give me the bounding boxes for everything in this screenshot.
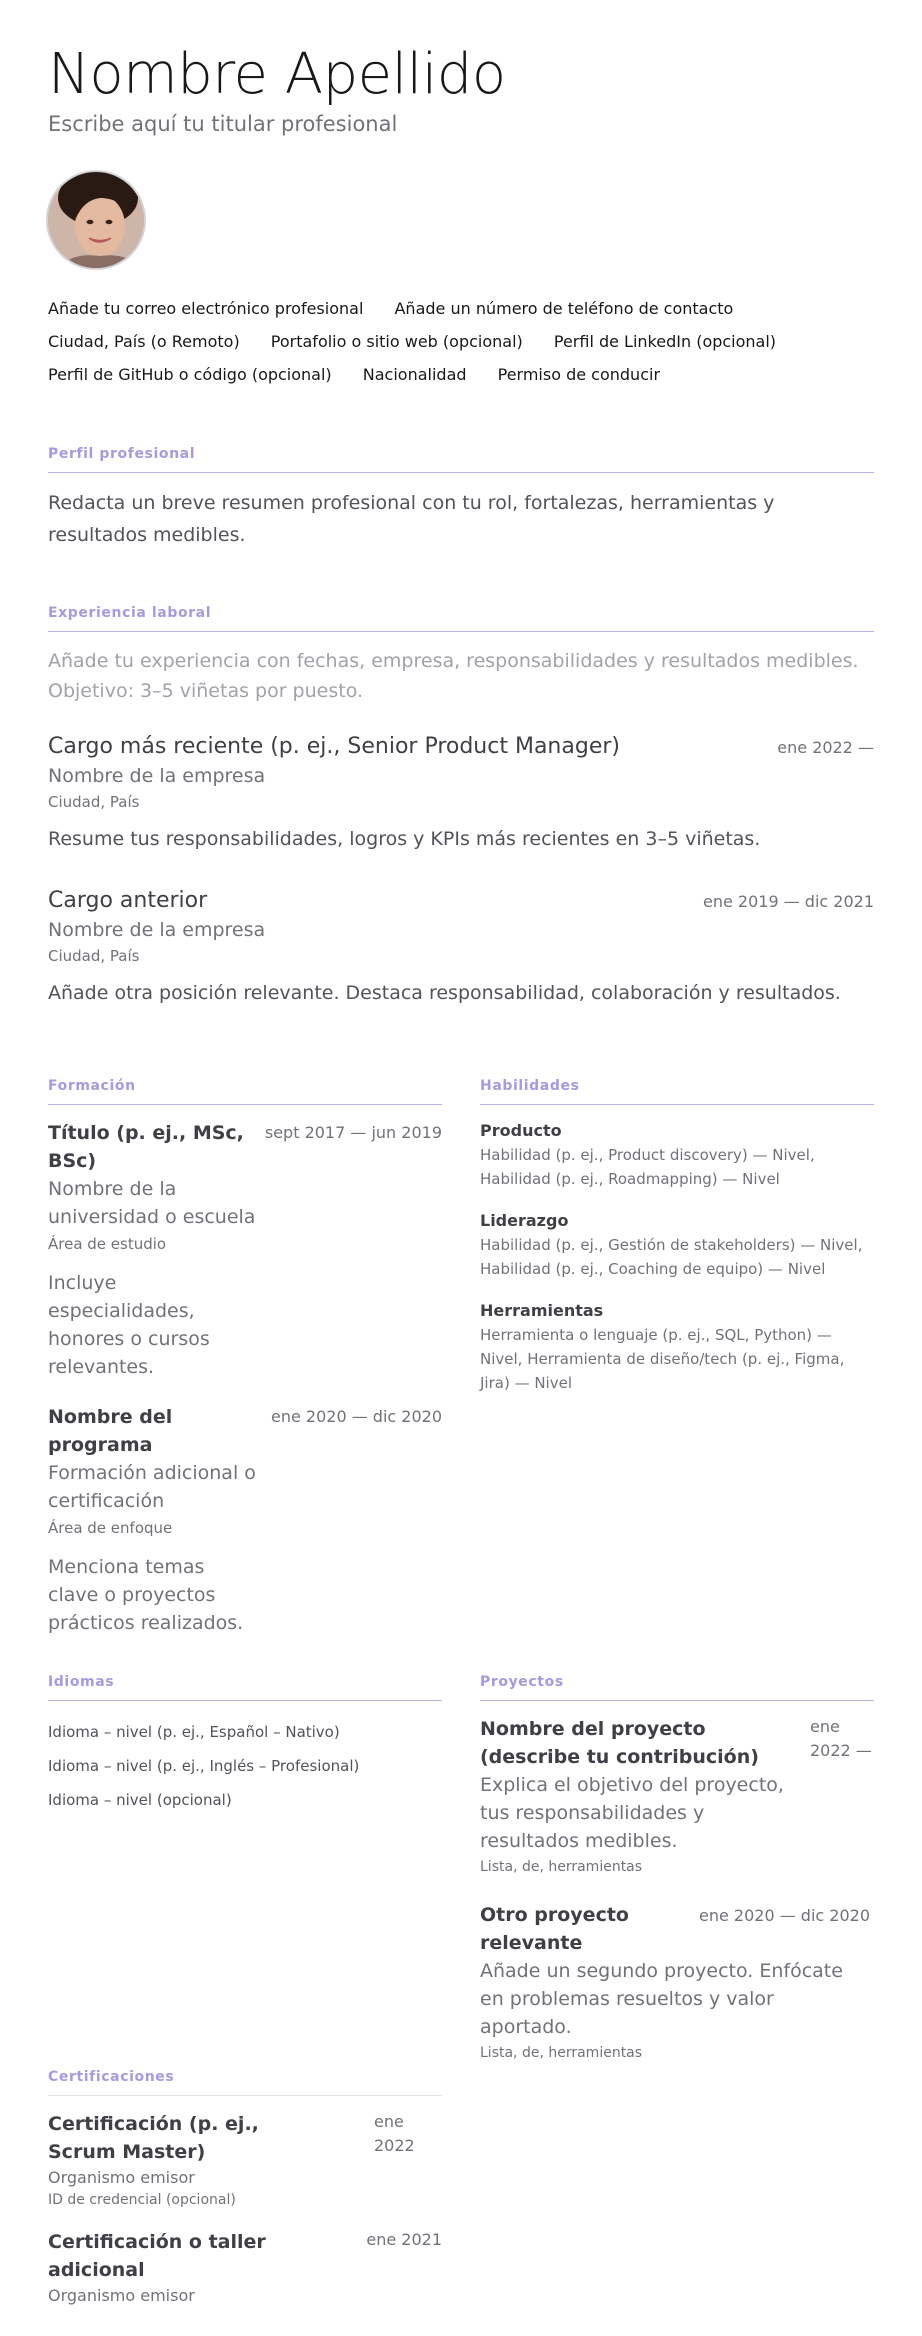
contact-row: [48, 292, 874, 325]
certification-date: ene 2022: [374, 2112, 415, 2155]
job-entry: [48, 732, 874, 854]
project-tools: Lista, de, herramientas: [480, 1859, 643, 1875]
job-company: Nombre de la empresa: [48, 919, 266, 941]
section-title: Habilidades: [480, 1078, 874, 1105]
education-entry: [48, 1403, 442, 1637]
institution-name: Nombre de la universidad o escuela: [48, 1178, 256, 1228]
job-company: Nombre de la empresa: [48, 765, 266, 787]
certification-issuer: Organismo emisor: [48, 2168, 195, 2187]
section-title: Proyectos: [480, 1674, 874, 1701]
job-location: Ciudad, País: [48, 793, 140, 811]
linkedin-text: Perfil de LinkedIn (opcional): [553, 332, 777, 351]
job-entry: [48, 886, 874, 1008]
project-entry: [480, 1715, 874, 1879]
study-area: Área de estudio: [48, 1235, 167, 1253]
certifications-section: [48, 2069, 442, 2326]
profile-section: [48, 446, 874, 551]
language-item: Idioma – nivel (p. ej., Español – Nativo): [48, 1723, 340, 1741]
certification-issuer: Organismo emisor: [48, 2286, 195, 2305]
professional-headline: Escribe aquí tu titular profesional: [48, 112, 398, 136]
education-description: Incluye especialidades, honores o cursos relevantes.: [48, 1272, 210, 1378]
program-title: Nombre del programa: [48, 1406, 173, 1456]
skill-group-name: Herramientas: [480, 1301, 604, 1320]
project-tools: Lista, de, herramientas: [480, 2045, 643, 2061]
education-date: sept 2017 — jun 2019: [264, 1123, 442, 1142]
languages-section: [48, 1674, 442, 1817]
skill-group: [480, 1209, 874, 1281]
education-date: ene 2020 — dic 2020: [270, 1407, 442, 1426]
contact-info: [48, 292, 874, 391]
skill-group-name: Liderazgo: [480, 1211, 569, 1230]
institution-name: Formación adicional o certificación: [48, 1462, 256, 1512]
experience-hint: Añade tu experiencia con fechas, empresa, responsabilidades y resultados medibles. Objetivo: 3–5 viñetas por puesto.: [48, 650, 859, 702]
location-text: Ciudad, País (o Remoto): [48, 332, 240, 351]
nationality-text: Nacionalidad: [362, 365, 467, 384]
section-title: Certificaciones: [48, 2069, 442, 2096]
job-date: ene 2022 —: [777, 738, 874, 757]
education-description: Menciona temas clave o proyectos prácticos realizados.: [48, 1556, 244, 1634]
section-title: Formación: [48, 1078, 442, 1105]
experience-section: [48, 605, 874, 1008]
full-name: Nombre Apellido: [48, 42, 506, 107]
skill-group: [480, 1119, 874, 1191]
license-text: Permiso de conducir: [497, 365, 661, 384]
job-title: Cargo anterior: [48, 888, 208, 913]
avatar-photo: [48, 172, 144, 268]
project-date: ene 2020 — dic 2020: [698, 1906, 870, 1925]
job-location: Ciudad, País: [48, 947, 140, 965]
certification-date: ene 2021: [366, 2230, 442, 2249]
skill-list: Herramienta o lenguaje (p. ej., SQL, Python) — Nivel, Herramienta de diseño/tech (p. ej., Figma, Jira) — Nivel: [480, 1326, 845, 1392]
skills-section: [480, 1078, 874, 1413]
avatar: [46, 170, 146, 270]
section-title: Experiencia laboral: [48, 605, 874, 632]
project-date: ene 2022 —: [810, 1717, 872, 1760]
projects-section: [480, 1674, 874, 2087]
skill-group: [480, 1299, 874, 1395]
language-item: Idioma – nivel (opcional): [48, 1791, 232, 1809]
job-date: ene 2019 — dic 2021: [702, 892, 874, 911]
section-title: Idiomas: [48, 1674, 442, 1701]
skill-group-name: Producto: [480, 1121, 562, 1140]
certification-title: Certificación o taller adicional: [48, 2231, 266, 2281]
education-section: [48, 1078, 442, 1659]
project-title: Nombre del proyecto (describe tu contribución): [480, 1718, 759, 1768]
project-description: Explica el objetivo del proyecto, tus responsabilidades y resultados medibles.: [480, 1774, 784, 1852]
education-entry: [48, 1119, 442, 1381]
project-entry: [480, 1901, 874, 2065]
job-description: Resume tus responsabilidades, logros y KPIs más recientes en 3–5 viñetas.: [48, 828, 761, 850]
credential-id: ID de credencial (opcional): [48, 2192, 236, 2208]
skill-list: Habilidad (p. ej., Gestión de stakeholders) — Nivel, Habilidad (p. ej., Coaching de equipo) — Nivel: [480, 1236, 863, 1278]
contact-row: [48, 325, 874, 358]
project-description: Añade un segundo proyecto. Enfócate en problemas resueltos y valor aportado.: [480, 1960, 843, 2038]
focus-area: Área de enfoque: [48, 1519, 173, 1537]
github-text: Perfil de GitHub o código (opcional): [48, 365, 332, 384]
job-title: Cargo más reciente (p. ej., Senior Product Manager): [48, 734, 620, 759]
degree-title: Título (p. ej., MSc, BSc): [48, 1122, 244, 1172]
certification-title: Certificación (p. ej., Scrum Master): [48, 2113, 259, 2163]
language-item: Idioma – nivel (p. ej., Inglés – Profesional): [48, 1757, 360, 1775]
job-description: Añade otra posición relevante. Destaca responsabilidad, colaboración y resultados.: [48, 982, 841, 1004]
email-text: Añade tu correo electrónico profesional: [48, 299, 364, 318]
website-text: Portafolio o sitio web (opcional): [270, 332, 523, 351]
phone-text: Añade un número de teléfono de contacto: [394, 299, 734, 318]
project-title: Otro proyecto relevante: [480, 1904, 629, 1954]
contact-row: [48, 358, 874, 391]
profile-summary: Redacta un breve resumen profesional con tu rol, fortalezas, herramientas y resultados medibles.: [48, 492, 775, 546]
section-title: Perfil profesional: [48, 446, 874, 473]
certification-entry: [48, 2228, 442, 2308]
certification-entry: [48, 2110, 442, 2210]
skill-list: Habilidad (p. ej., Product discovery) — Nivel, Habilidad (p. ej., Roadmapping) — Nivel: [480, 1146, 815, 1188]
